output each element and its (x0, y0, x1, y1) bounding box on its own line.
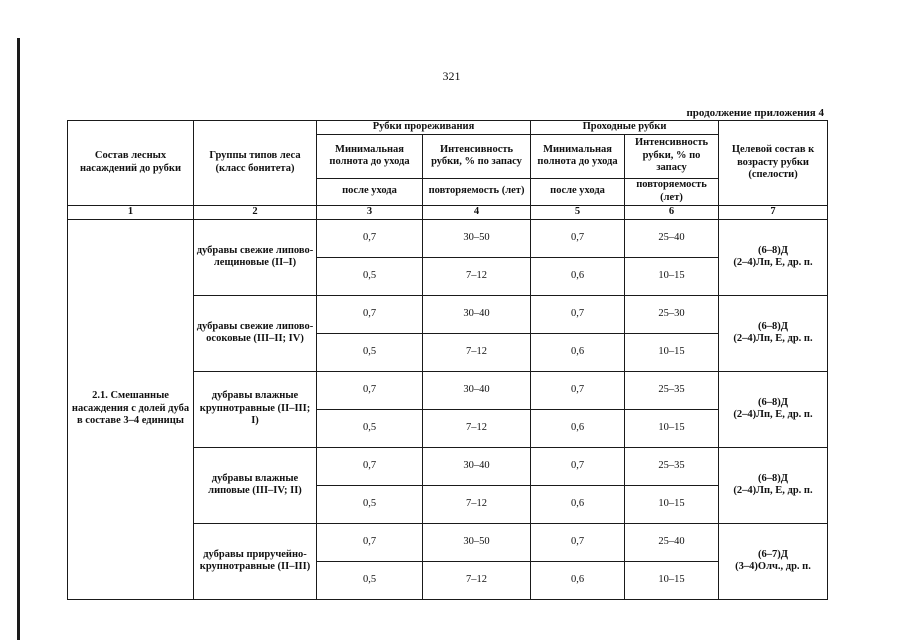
table-cell: 30–50 (423, 523, 531, 561)
forest-type-group: дубравы приручейно-крупнотравные (II–III) (194, 523, 317, 599)
header-intensity-thinning: Интенсивность рубки, % по запасу (423, 134, 531, 178)
header-min-density-passage: Минимальная полнота до ухода (531, 134, 625, 178)
table-cell: 0,6 (531, 257, 625, 295)
target-line: (6–7)Д (758, 548, 788, 560)
target-line: (6–8)Д (758, 244, 788, 256)
table-cell: 10–15 (625, 561, 719, 599)
table-cell: 25–35 (625, 447, 719, 485)
target-line: (6–8)Д (758, 472, 788, 484)
table-cell: 25–40 (625, 219, 719, 257)
table-cell: 0,5 (317, 485, 423, 523)
target-line: (2–4)Лп, Е, др. п. (733, 257, 813, 269)
header-min-density-thinning: Минимальная полнота до ухода (317, 134, 423, 178)
header-intensity-passage: Интенсивность рубки, % по запасу (625, 134, 719, 178)
table-cell: 10–15 (625, 409, 719, 447)
table-cell: 0,5 (317, 333, 423, 371)
target-line: (2–4)Лп, Е, др. п. (733, 485, 813, 497)
table-cell: 0,7 (317, 371, 423, 409)
header-forest-type-group: Группы типов леса (класс бонитета) (194, 121, 317, 206)
column-number: 1 (68, 205, 194, 219)
header-stand-composition: Состав лесных насаждений до рубки (68, 121, 194, 206)
table-cell: 0,5 (317, 409, 423, 447)
table-cell: 0,5 (317, 257, 423, 295)
header-repeat-passage: повторяемость (лет) (625, 178, 719, 205)
target-composition (719, 523, 828, 599)
table-cell: 30–40 (423, 371, 531, 409)
header-thinning: Рубки прореживания (317, 121, 531, 135)
column-number: 7 (719, 205, 828, 219)
table-cell: 0,5 (317, 561, 423, 599)
column-number: 5 (531, 205, 625, 219)
table-cell: 0,7 (531, 447, 625, 485)
table-cell: 10–15 (625, 257, 719, 295)
target-composition (719, 295, 828, 371)
target-composition (719, 447, 828, 523)
table-cell: 0,7 (317, 447, 423, 485)
table-cell: 30–40 (423, 295, 531, 333)
table-cell: 0,6 (531, 333, 625, 371)
forest-type-group: дубравы влажные крупнотравные (II–III; I) (194, 371, 317, 447)
header-after-care-thinning: после ухода (317, 178, 423, 205)
header-after-care-passage: после ухода (531, 178, 625, 205)
forest-type-group: дубравы влажные липовые (III–IV; II) (194, 447, 317, 523)
target-line: (2–4)Лп, Е, др. п. (733, 409, 813, 421)
column-number: 3 (317, 205, 423, 219)
table-cell: 30–50 (423, 219, 531, 257)
target-composition (719, 371, 828, 447)
target-line: (6–8)Д (758, 320, 788, 332)
table-cell: 0,6 (531, 485, 625, 523)
table-cell: 7–12 (423, 409, 531, 447)
page-number: 321 (442, 69, 461, 83)
header-repeat-thinning: повторяемость (лет) (423, 178, 531, 205)
header-passage-cutting: Проходные рубки (531, 121, 719, 135)
table-cell: 10–15 (625, 333, 719, 371)
continuation-label: продолжение приложения 4 (686, 107, 824, 119)
scan-margin-bar (17, 38, 20, 640)
table-cell: 0,7 (531, 523, 625, 561)
target-line: (6–8)Д (758, 396, 788, 408)
table-cell: 0,7 (317, 295, 423, 333)
table-cell: 7–12 (423, 485, 531, 523)
table-cell: 0,7 (531, 371, 625, 409)
table-cell: 10–15 (625, 485, 719, 523)
table-cell: 0,7 (317, 523, 423, 561)
column-number: 2 (194, 205, 317, 219)
table-cell: 30–40 (423, 447, 531, 485)
table-cell: 25–35 (625, 371, 719, 409)
forest-type-group: дубравы свежие липово-лещиновые (II–I) (194, 219, 317, 295)
silviculture-table (67, 120, 828, 600)
column-number: 4 (423, 205, 531, 219)
table-cell: 7–12 (423, 561, 531, 599)
target-composition (719, 219, 828, 295)
column-number: 6 (625, 205, 719, 219)
table-cell: 0,6 (531, 409, 625, 447)
table-cell: 25–40 (625, 523, 719, 561)
forest-type-group: дубравы свежие липово-осоковые (III–II; IV) (194, 295, 317, 371)
table-cell: 0,6 (531, 561, 625, 599)
header-target-composition: Целевой состав к возрасту рубки (спелости) (719, 121, 828, 206)
target-line: (3–4)Олч., др. п. (735, 561, 811, 573)
table-cell: 25–30 (625, 295, 719, 333)
table-cell: 0,7 (531, 219, 625, 257)
table-cell: 7–12 (423, 333, 531, 371)
table-cell: 7–12 (423, 257, 531, 295)
target-line: (2–4)Лп, Е, др. п. (733, 333, 813, 345)
table-cell: 0,7 (531, 295, 625, 333)
table-cell: 0,7 (317, 219, 423, 257)
stand-composition-cell: 2.1. Смешанные насаждения с долей дуба в составе 3–4 единицы (68, 219, 194, 599)
